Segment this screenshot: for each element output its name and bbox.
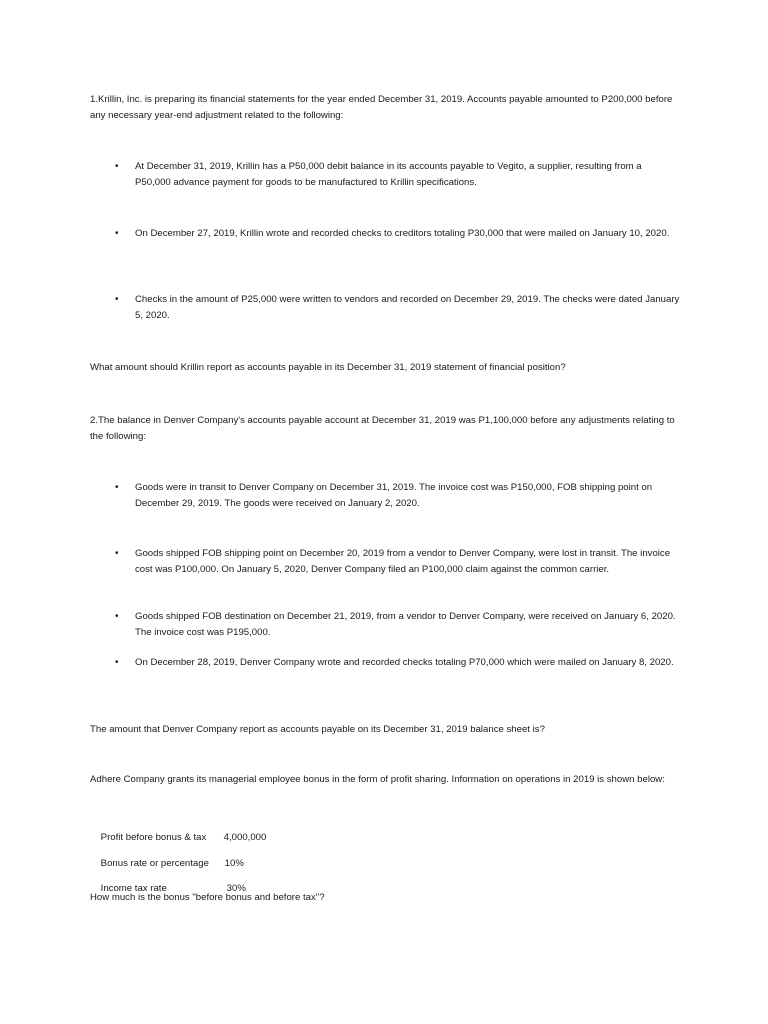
q1-bullet-1: [115, 159, 680, 191]
q3-row-label: Profit before bonus & tax: [100, 832, 207, 843]
q2-bullet-2-text: Goods shipped FOB shipping point on December 20, 2019 from a vendor to Denver Company, were lost in transit. The invoice cost was P100,000. On January 5, 2020, Denver Company filed an P100,000 claim against the common carrier.: [135, 548, 671, 575]
q1-bullet-2-text: On December 27, 2019, Krillin wrote and recorded checks to creditors totaling P30,000 that were mailed on January 10, 2020.: [135, 228, 670, 239]
q2-bullet-4: [115, 655, 680, 671]
q3-question: How much is the bonus "before bonus and before tax"?: [90, 892, 325, 903]
q2-intro: 2.The balance in Denver Company's accounts payable account at December 31, 2019 was P1,100,000 before any adjustments relating to the following:: [90, 415, 675, 442]
q3-intro: Adhere Company grants its managerial employee bonus in the form of profit sharing. Information on operations in 2019 is shown below:: [90, 774, 665, 785]
bullet-icon: •: [115, 657, 119, 668]
q3-row-value: 4,000,000: [223, 832, 267, 843]
bullet-icon: •: [115, 294, 119, 305]
q2-bullet-1-text: Goods were in transit to Denver Company on December 31, 2019. The invoice cost was P150,000, FOB shipping point on December 29, 2019. The goods were received on January 2, 2020.: [135, 482, 653, 509]
q1-bullet-1-text: At December 31, 2019, Krillin has a P50,000 debit balance in its accounts payable to Vegito, a supplier, resulting from a P50,000 advance payment for goods to be manufactured to Krillin specifications.: [135, 161, 642, 188]
bullet-icon: •: [115, 611, 119, 622]
bullet-icon: •: [115, 482, 119, 493]
q1-intro: 1.Krillin, Inc. is preparing its financial statements for the year ended December 31, 2019. Accounts payable amounted to P200,000 before any necessary year-end adjustment related to the following:: [90, 94, 673, 121]
q2-bullet-3-text: Goods shipped FOB destination on December 21, 2019, from a vendor to Denver Company, were received on January 6, 2020. The invoice cost was P195,000.: [135, 611, 676, 638]
q1-bullet-2: [115, 226, 680, 242]
q1-bullet-3-text: Checks in the amount of P25,000 were written to vendors and recorded on December 29, 2019. The checks were dated January 5, 2020.: [135, 294, 680, 321]
q3-row-label: Income tax rate: [100, 883, 167, 894]
q3-row-value: 30%: [226, 883, 246, 894]
q2-bullet-4-text: On December 28, 2019, Denver Company wrote and recorded checks totaling P70,000 which were mailed on January 8, 2020.: [135, 657, 674, 668]
q3-row-value: 10%: [224, 858, 244, 869]
bullet-icon: •: [115, 228, 119, 239]
q2-bullet-3: [115, 609, 680, 641]
bullet-icon: •: [115, 548, 119, 559]
q1-question: What amount should Krillin report as accounts payable in its December 31, 2019 statement of financial position?: [90, 362, 566, 373]
q2-bullet-1: [115, 480, 680, 512]
q2-bullet-2: [115, 546, 680, 578]
bullet-icon: •: [115, 161, 119, 172]
q3-row-label: Bonus rate or percentage: [100, 858, 209, 869]
q2-question: The amount that Denver Company report as accounts payable on its December 31, 2019 balance sheet is?: [90, 724, 545, 735]
q1-bullet-3: [115, 292, 680, 324]
